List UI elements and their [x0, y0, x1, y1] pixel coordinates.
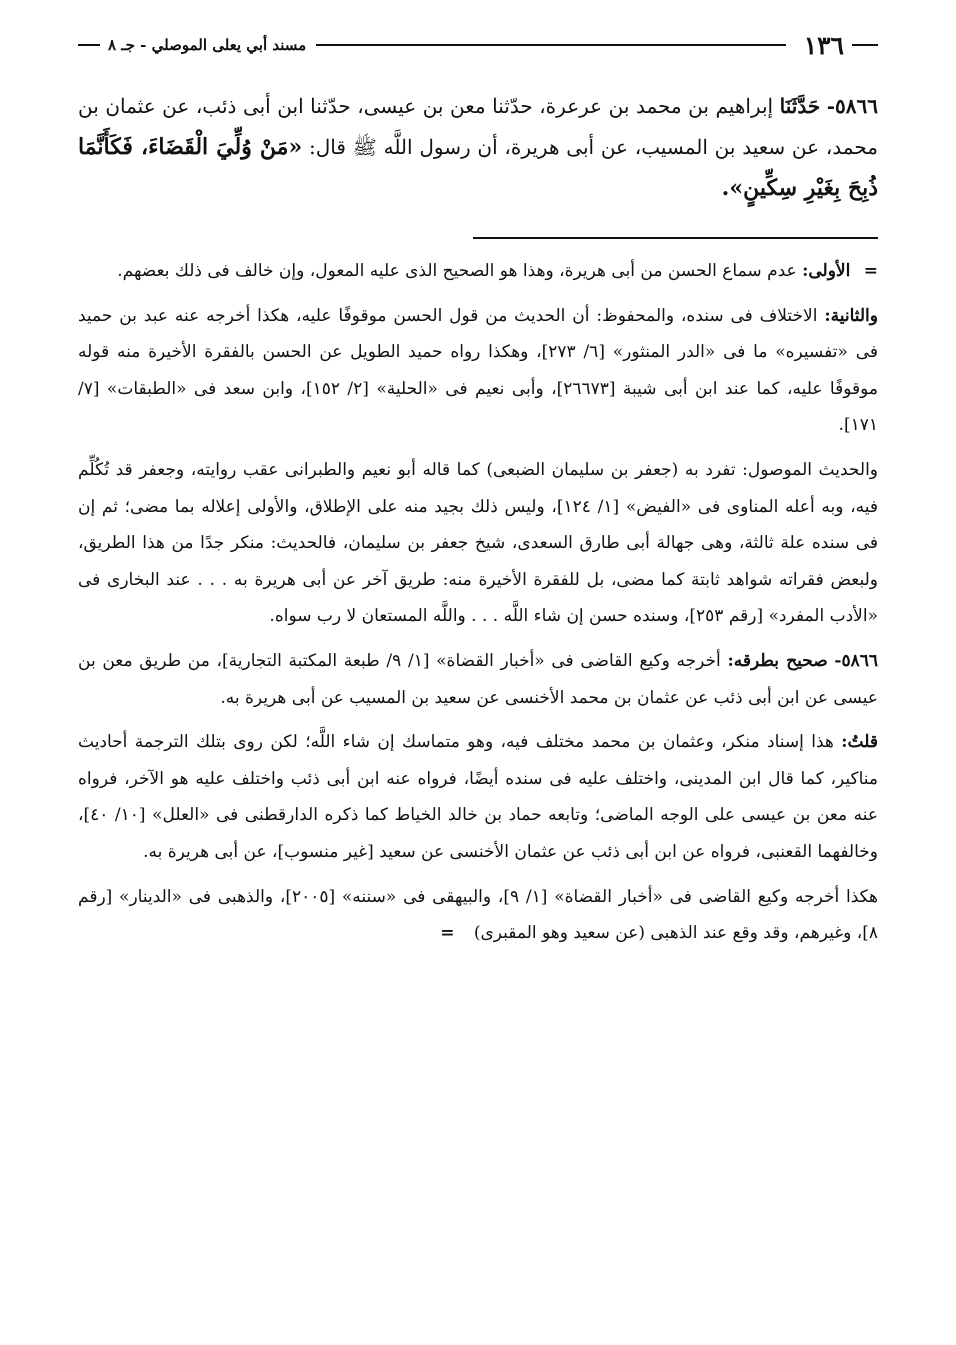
third-text: والحديث الموصول: تفرد به (جعفر بن سليمان الضبعى) كما قاله أبو نعيم والطبرانى عقب روايته، وجعفر قد تُكُلِّم فيه، وبه أعله المناوى فى «الفيض» [١/ ١٢٤]، وليس ذلك بجيد منه على الإطلاق، والأولى إعلاله بما مضى؛ ثم إن فى سنده علة ثالثة، وهى جهالة أبى طارق السعدى، شيخ جعفر بن سليمان، فالحديث: منكر جدًا من هذا الطريق، ولبعض فقراته شواهد ثابتة كما مضى، بل للفقرة الأخيرة منه: طريق آخر عن أبى هريرة به . . . عند البخارى فى «الأدب المفرد» [رقم ٢٥٣]، وسنده حسن إن شاء اللَّه . . . واللَّه المستعان لا رب سواه. — [78, 459, 878, 627]
note-third — [78, 452, 878, 635]
note-second — [78, 298, 878, 444]
end-mark: = — [440, 923, 455, 944]
qult-text: هذا إسناد منكر، وعثمان بن محمد مختلف فيه، وهو متماسك إن شاء اللَّه؛ لكن روى بتلك الترجمة أحاديث مناكير، كما قال ابن المدينى، واختلف عليه فى سنده أيضًا، فرواه عنه ابن أبى ذئب واختلف عليه هو الآخر، فرواه عنه معن بن عيسى على الوجه الماضى؛ وتابعه حماد بن خالد الخياط كما ذكره الدارقطنى فى «العلل» [١٠/ ٤٠]، وخالفهما القعنبى، فرواه عن ابن أبى ذئب عن عثمان الأخنسى عن سعيد [غير منسوب]، عن أبى هريرة به. — [78, 732, 878, 862]
continuation-mark: = — [863, 261, 878, 281]
hadith-text — [78, 86, 878, 209]
entry-term: صحيح بطرقه: — [727, 650, 828, 671]
qult-term: قلتُ: — [841, 732, 879, 753]
hadith-matn: «مَنْ وُلِّيَ الْقَضَاءَ، فَكَأَنَّمَا ذُبِحَ بِغَيْرِ سِكِّينٍ». — [78, 134, 878, 201]
book-title: مسند أبي يعلى الموصلي - جـ ٨ — [108, 36, 307, 54]
first-text: عدم سماع الحسن من أبى هريرة، وهذا هو الصحيح الذى عليه المعول، وإن خالف فى ذلك بعضهم. — [117, 261, 797, 281]
footnote-separator — [473, 237, 878, 239]
page-number: ١٣٦ — [803, 30, 844, 60]
hadith-isnad: إبراهيم بن محمد بن عرعرة، حدّثنا معن بن عيسى، حدّثنا ابن أبى ذئب، عن عثمان بن محمد، عن سعيد بن المسيب، عن أبى هريرة، أن رسول اللَّه ﷺ قال: — [78, 94, 878, 159]
entry-text: أخرجه وكيع القاضى فى «أخبار القضاة» [١/ ٩/ طبعة المكتبة التجارية]، من طريق معن بن عيسى عن ابن أبى ذئب عن عثمان بن محمد الأخنسى عن سعيد بن المسيب عن أبى هريرة به. — [78, 650, 878, 708]
header-dash-end — [78, 44, 100, 46]
last-text: هكذا أخرجه وكيع القاضى فى «أخبار القضاة» [١/ ٩]، والبيهقى فى «سننه» [٢٠٠٥]، والذهبى فى «الدينار» [رقم ٨]، وغيرهم، وقد وقع عند الذهبى (عن سعيد وهو المقبرى) — [78, 886, 878, 944]
second-term: والثانية: — [824, 305, 878, 326]
page-header — [78, 30, 878, 60]
hadith-opening: حَدَّثَنَا — [779, 94, 821, 118]
second-text: الاختلاف فى سنده، والمحفوظ: أن الحديث من قول الحسن موقوفًا عليه، هكذا أخرجه عنه عبد بن حميد فى «تفسيره» ما فى «الدر المنثور» [٦/ ٢٧٣]، وهكذا رواه حميد الطويل عن الحسن بالفقرة الأخيرة منه قوله موقوفًا عليه، كما عند ابن أبى شيبة [٢٦٦٧٣]، وأبى نعيم فى «الحلية» [٢/ ١٥٢]، وابن سعد فى «الطبقات» [٧/ ١٧١]. — [78, 305, 879, 436]
entry-number: ٥٨٦٦- — [834, 650, 879, 671]
note-first — [78, 253, 878, 290]
header-dash — [852, 44, 878, 46]
header-rule — [316, 44, 786, 46]
note-qult — [78, 724, 878, 870]
note-last — [78, 879, 878, 952]
note-takhrij — [78, 643, 878, 716]
footnotes — [78, 253, 878, 952]
first-term: الأولى: — [802, 261, 851, 281]
hadith-number: ٥٨٦٦- — [826, 94, 878, 118]
